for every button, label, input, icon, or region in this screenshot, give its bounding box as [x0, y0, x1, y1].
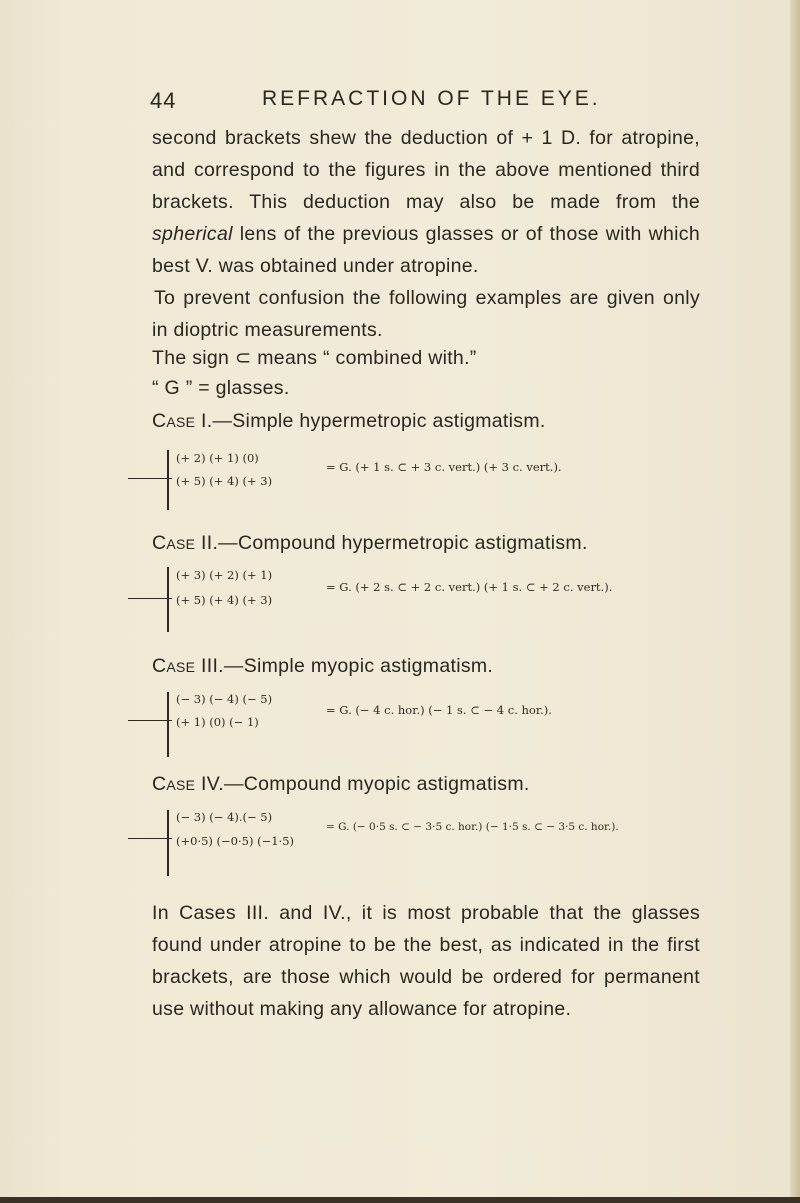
page-edge-bottom — [0, 1197, 800, 1203]
case-2-title: —Compound hypermetropic astigmatism. — [218, 532, 588, 554]
case-4-top-values: (− 3) (− 4).(− 5) — [176, 810, 273, 824]
paragraph-1-text: second brackets shew the deduction of + 1 D. for atropine, and correspond to the figures in the above mentioned third brackets. This deduction may also be made from the — [152, 127, 700, 213]
case-4-label: Case IV. — [152, 773, 224, 795]
case-2-label: Case II. — [152, 532, 219, 554]
case-3-result: = G. (− 4 c. hor.) (− 1 s. ⊂ − 4 c. hor.). — [326, 703, 552, 717]
page-edge-right — [790, 0, 800, 1203]
case-3-heading — [152, 655, 493, 678]
case-1-label: Case I. — [152, 410, 213, 432]
case-1-bracket-vertical — [167, 450, 169, 510]
paragraph-1-italic: spherical — [152, 223, 233, 245]
case-2-bottom-values: (+ 5) (+ 4) (+ 3) — [176, 593, 273, 607]
case-4-bracket-horizontal — [128, 838, 172, 839]
case-2-heading — [152, 532, 588, 555]
case-3-bracket-horizontal — [128, 720, 172, 721]
case-2-bracket-vertical — [167, 567, 169, 632]
case-1-heading — [152, 410, 546, 433]
case-2-bracket-horizontal — [128, 598, 172, 599]
running-head: REFRACTION OF THE EYE. — [262, 87, 601, 110]
case-4-bottom-values: (+0·5) (−0·5) (−1·5) — [176, 834, 295, 848]
case-1-result: = G. (+ 1 s. ⊂ + 3 c. vert.) (+ 3 c. vert.). — [326, 460, 562, 474]
paragraph-1-rest: lens of the previous glasses or of those with which best V. was obtained under atropine. — [152, 223, 700, 277]
case-3-bracket-vertical — [167, 692, 169, 757]
paragraph-2: To prevent confusion the following examples are given only in dioptric measurements. — [152, 287, 700, 341]
case-3-top-values: (− 3) (− 4) (− 5) — [176, 692, 273, 706]
case-1-title: —Simple hypermetropic astigmatism. — [212, 410, 546, 432]
case-1-bracket-horizontal — [128, 478, 172, 479]
g-definition: “ G ” = glasses. — [152, 377, 290, 399]
case-1-top-values: (+ 2) (+ 1) (0) — [176, 451, 259, 465]
case-3-title: —Simple myopic astigmatism. — [223, 655, 494, 677]
case-4-heading — [152, 773, 530, 796]
sign-definition: The sign ⊂ means “ combined with.” — [152, 347, 477, 369]
case-4-bracket-vertical — [167, 810, 169, 876]
case-3-bottom-values: (+ 1) (0) (− 1) — [176, 715, 259, 729]
paragraph-1 — [152, 122, 700, 282]
case-3-label: Case III. — [152, 655, 224, 677]
paragraph-3: In Cases III. and IV., it is most probable that the glasses found under atropine to be the best, as indicated in the first brackets, are those which would be ordered for permanent use without making any allowance for atropine. — [152, 902, 700, 1020]
case-2-top-values: (+ 3) (+ 2) (+ 1) — [176, 568, 273, 582]
case-4-title: —Compound myopic astigmatism. — [223, 773, 530, 795]
case-4-result: = G. (− 0·5 s. ⊂ − 3·5 c. hor.) (− 1·5 s. ⊂ − 3·5 c. hor.). — [326, 821, 619, 833]
case-1-bottom-values: (+ 5) (+ 4) (+ 3) — [176, 474, 273, 488]
page-number: 44 — [150, 88, 177, 113]
case-2-result: = G. (+ 2 s. ⊂ + 2 c. vert.) (+ 1 s. ⊂ + 2 c. vert.). — [326, 580, 613, 594]
